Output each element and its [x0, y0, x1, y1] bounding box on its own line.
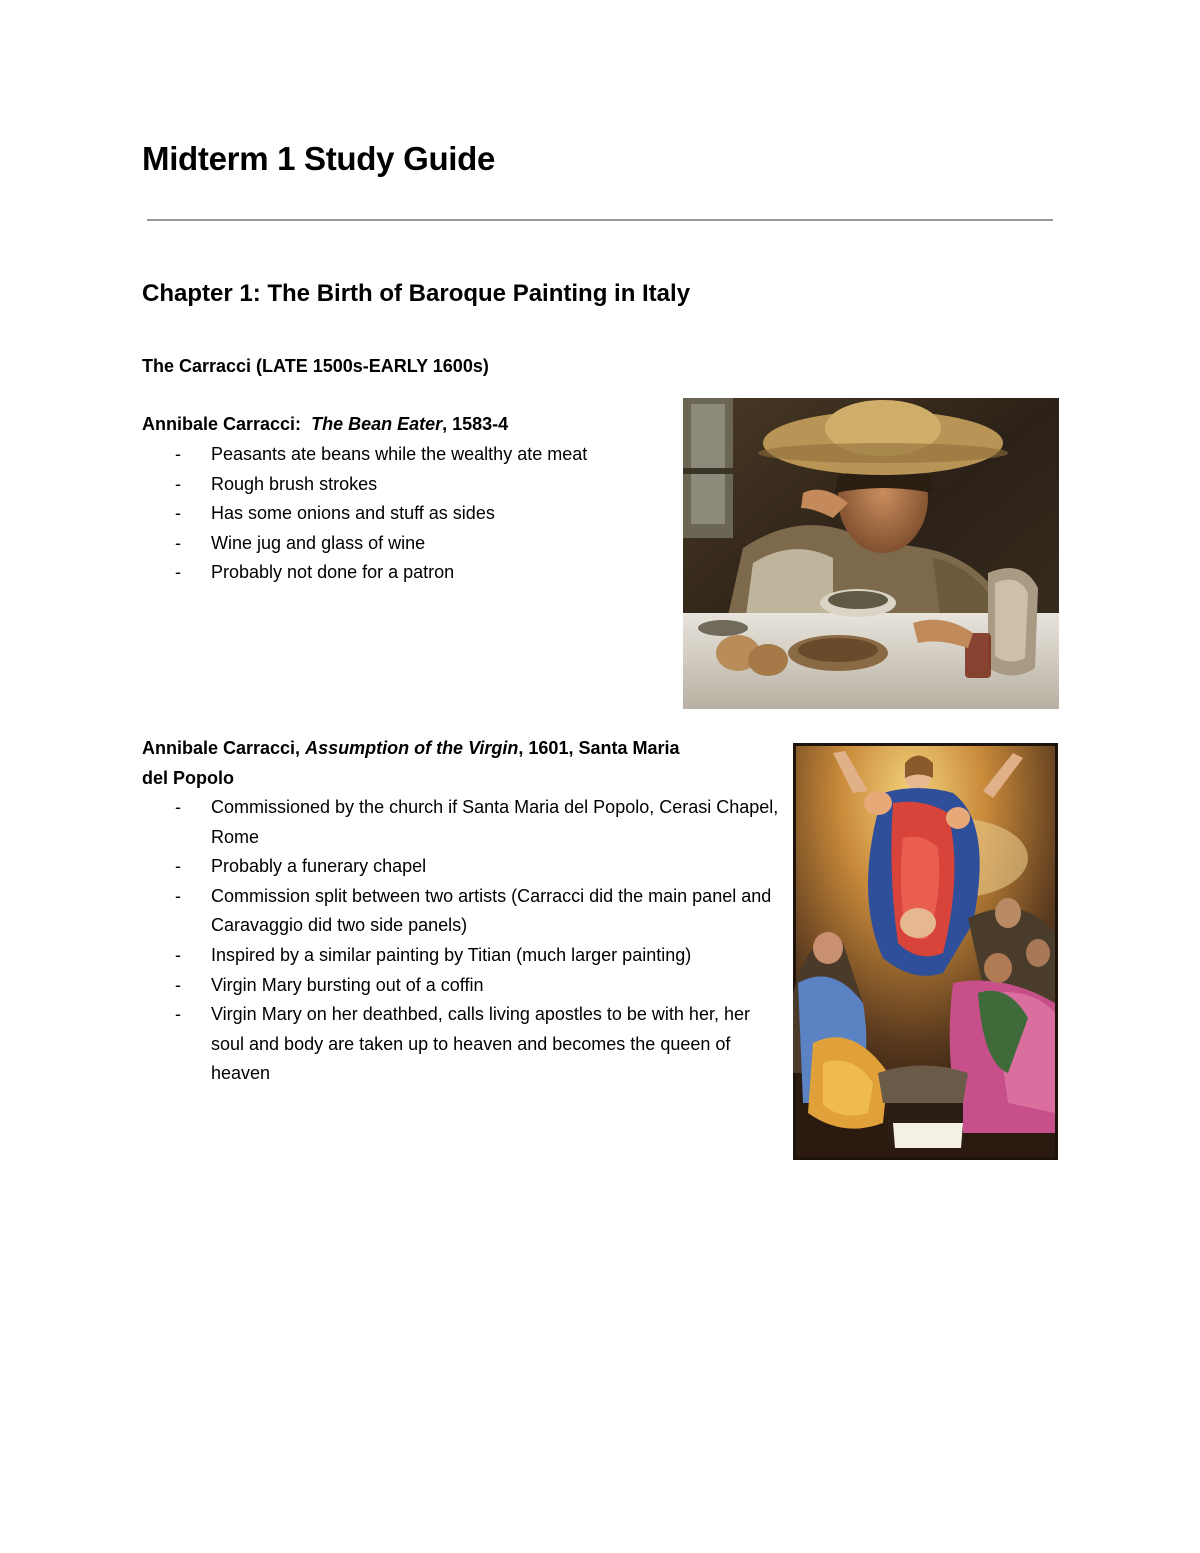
list-item-text: Has some onions and stuff as sides [211, 503, 495, 524]
assumption-painting [793, 743, 1058, 1160]
list-item-text: Wine jug and glass of wine [211, 532, 426, 553]
page-title: Midterm 1 Study Guide [142, 140, 496, 177]
list-item-text: Commissioned by the church if Santa Maria del Popolo, Cerasi Chapel, Rome [211, 797, 779, 847]
list-item [142, 470, 672, 500]
list-item-text: Peasants ate beans while the wealthy ate meat [211, 444, 588, 464]
bullet-dash: - [175, 974, 181, 995]
list-item-text: Probably a funerary chapel [211, 856, 427, 877]
list-item [142, 1000, 782, 1089]
bullet-list-bean-eater [142, 440, 672, 588]
bullet-dash: - [175, 503, 181, 524]
entry-artist: Annibale Carracci, [142, 738, 301, 758]
entry-work-title: The Bean Eater [311, 414, 443, 434]
list-item-text: Virgin Mary bursting out of a coffin [211, 974, 484, 995]
list-item-text: Virgin Mary on her deathbed, calls living apostles to be with her, her soul and body are taken up to heaven and becomes the queen of heaven [211, 1004, 750, 1084]
horizontal-rule [147, 219, 1053, 221]
list-item [142, 499, 672, 529]
list-item [142, 440, 672, 470]
bullet-dash: - [175, 856, 181, 877]
list-item-text: Commission split between two artists (Carracci did the main panel and Caravaggio did two side panels) [211, 885, 772, 936]
entry-heading-bean-eater [142, 410, 508, 440]
bullet-dash: - [175, 885, 181, 906]
list-item [142, 882, 782, 941]
entry-details: , 1583-4 [442, 414, 509, 434]
bullet-dash: - [175, 562, 181, 583]
bullet-list-assumption [142, 793, 782, 1089]
section-heading: The Carracci (LATE 1500s-EARLY 1600s) [142, 356, 489, 376]
entry-artist: Annibale Carracci: [142, 414, 302, 434]
list-item-text: Inspired by a similar painting by Titian (much larger painting) [211, 944, 692, 965]
entry-heading-assumption [142, 734, 762, 793]
list-item [142, 529, 672, 559]
bullet-dash: - [175, 532, 181, 553]
bullet-dash: - [175, 444, 181, 464]
bullet-dash: - [175, 473, 181, 494]
chapter-heading: Chapter 1: The Birth of Baroque Painting in Italy [142, 280, 691, 307]
list-item [142, 971, 782, 1001]
entry-details: , 1601, Santa Maria [518, 738, 680, 758]
bean-eater-painting [683, 398, 1059, 709]
list-item-text: Probably not done for a patron [211, 562, 455, 583]
bullet-dash: - [175, 797, 181, 817]
list-item [142, 793, 782, 852]
bullet-dash: - [175, 1004, 181, 1025]
list-item [142, 941, 782, 971]
list-item [142, 852, 782, 882]
list-item-text: Rough brush strokes [211, 473, 378, 494]
entry-work-title: Assumption of the Virgin [305, 738, 519, 758]
list-item [142, 558, 672, 588]
bullet-dash: - [175, 944, 181, 965]
entry-location: del Popolo [142, 767, 234, 788]
